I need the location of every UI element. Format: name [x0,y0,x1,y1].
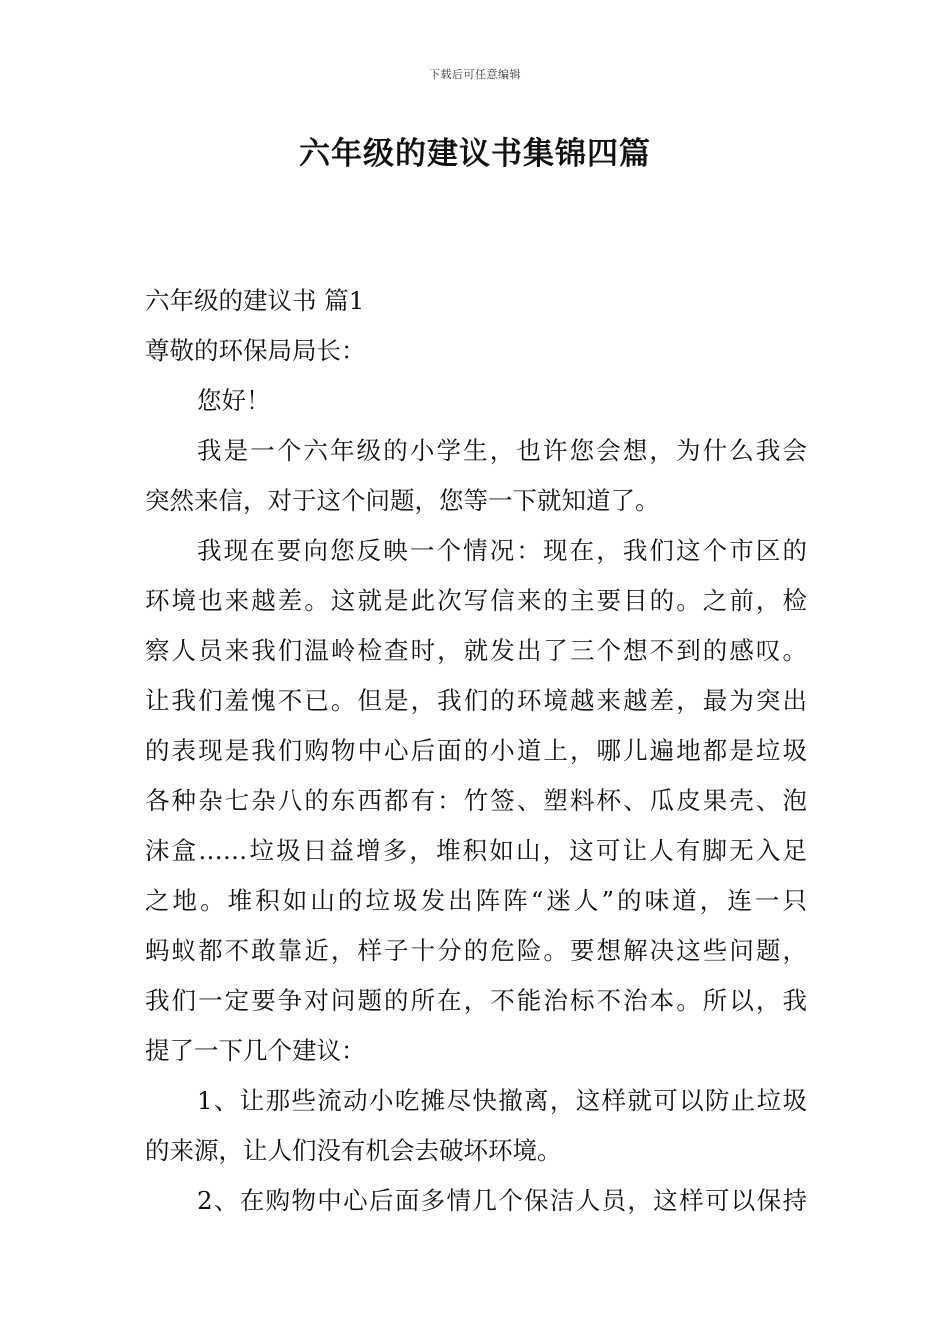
body-line: 环境也来越差。这就是此次写信来的主要目的。之前，检 [145,586,807,615]
body-line: 各种杂七杂八的东西都有：竹签、塑料杯、瓜皮果壳、泡 [145,786,807,815]
section-heading: 六年级的建议书 篇1 [145,286,365,315]
body-line: 的表现是我们购物中心后面的小道上，哪儿遍地都是垃圾 [145,736,807,765]
body-line: 2、在购物中心后面多情几个保洁人员，这样可以保持 [197,1186,807,1215]
greeting: 您好！ [197,386,271,415]
body-line: 我现在要向您反映一个情况：现在，我们这个市区的 [197,536,807,565]
body-line: 突然来信，对于这个问题，您等一下就知道了。 [145,486,660,515]
body-line: 察人员来我们温岭检查时，就发出了三个想不到的感叹。 [145,636,807,665]
body-line: 蚂蚁都不敢靠近，样子十分的危险。要想解决这些问题， [145,936,807,965]
body-line: 让我们羞愧不已。但是，我们的环境越来越差，最为突出 [145,686,807,715]
body-line: 我们一定要争对问题的所在，不能治标不治本。所以，我 [145,986,807,1015]
header-note: 下载后可任意编辑 [429,68,521,81]
body-line: 沫盒……垃圾日益增多，堆积如山，这可让人有脚无入足 [145,836,807,865]
body-line: 1、让那些流动小吃摊尽快撤离，这样就可以防止垃圾 [197,1086,807,1115]
body-line: 之地。堆积如山的垃圾发出阵阵“迷人”的味道，连一只 [145,886,807,915]
document-title: 六年级的建议书集锦四篇 [299,136,651,172]
document-body [145,276,807,1226]
salutation: 尊敬的环保局局长： [145,336,366,365]
body-line: 我是一个六年级的小学生，也许您会想，为什么我会 [197,436,807,465]
body-line: 提了一下几个建议： [145,1036,366,1065]
body-line: 的来源，让人们没有机会去破坏环境。 [145,1136,562,1165]
